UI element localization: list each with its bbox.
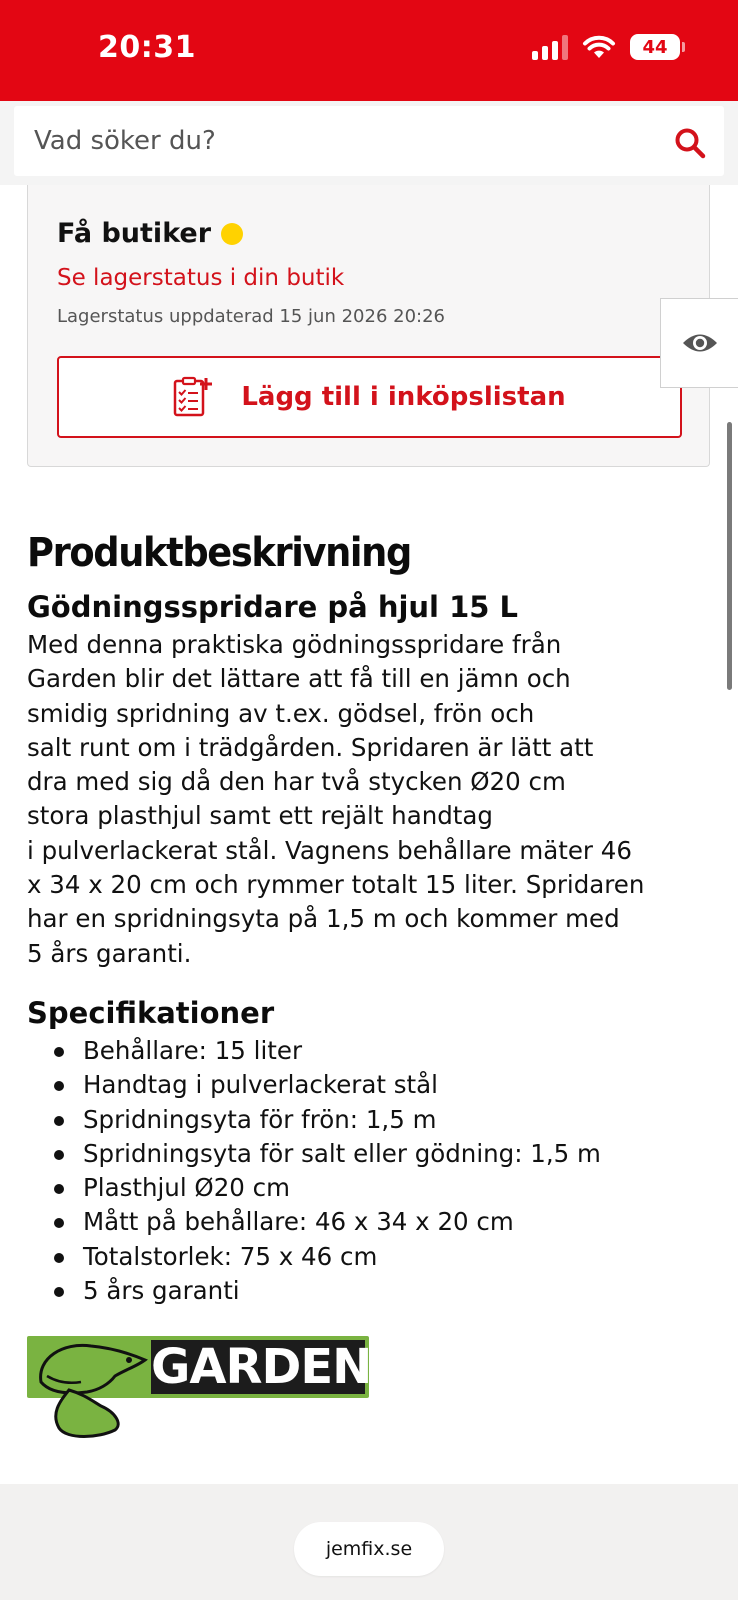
- description-line: Med denna praktiska gödningsspridare från: [27, 630, 562, 659]
- view-toggle-tab[interactable]: [660, 298, 738, 388]
- status-time: 20:31: [98, 30, 196, 65]
- add-to-shopping-list-button[interactable]: [57, 356, 682, 438]
- garden-brand-logo: [27, 1336, 372, 1440]
- wifi-icon: [582, 34, 616, 60]
- description-line: salt runt om i trädgården. Spridaren är lätt att: [27, 732, 594, 762]
- search-bar: [0, 101, 738, 185]
- battery-icon: 44: [630, 34, 680, 60]
- stock-updated-text: Lagerstatus uppdaterad 15 jun 2026 20:26: [57, 306, 445, 327]
- description-line: x 34 x 20 cm och rymmer totalt 15 liter. Spridaren: [27, 870, 645, 900]
- stock-indicator-dot: [221, 223, 243, 245]
- description-line: stora plasthjul samt ett rejält handtag: [27, 801, 493, 831]
- add-to-shopping-list-label: Lägg till i inköpslistan: [241, 382, 566, 412]
- spec-item: Behållare: 15 liter: [27, 1034, 601, 1068]
- product-subtitle: Gödningsspridare på hjul 15 L: [27, 590, 519, 624]
- store-stock-link[interactable]: Se lagerstatus i din butik: [57, 265, 345, 291]
- shopping-list-add-icon: [173, 376, 213, 418]
- product-description: [27, 628, 727, 971]
- spec-item: Mått på behållare: 46 x 34 x 20 cm: [27, 1205, 601, 1239]
- url-bar[interactable]: jemfix.se: [294, 1522, 444, 1576]
- spec-item: Totalstorlek: 75 x 46 cm: [27, 1240, 601, 1274]
- spec-item: Spridningsyta för salt eller gödning: 1,5 m: [27, 1137, 601, 1171]
- specifications-heading: Specifikationer: [27, 996, 275, 1030]
- description-line: i pulverlackerat stål. Vagnens behållare mäter 46: [27, 835, 632, 865]
- status-icons: [532, 34, 680, 60]
- beaver-logo-icon: [29, 1336, 153, 1440]
- product-description-heading: Produktbeskrivning: [27, 530, 411, 576]
- brand-name: GARDEN: [151, 1339, 372, 1395]
- description-line: dra med sig då den har två stycken Ø20 cm: [27, 767, 566, 797]
- spec-item: Handtag i pulverlackerat stål: [27, 1068, 601, 1102]
- description-line: har en spridningsyta på 1,5 m och kommer med: [27, 904, 620, 934]
- search-input[interactable]: [34, 106, 634, 176]
- specifications-list: [27, 1034, 601, 1308]
- stock-title-text: Få butiker: [57, 218, 212, 249]
- spec-item: Plasthjul Ø20 cm: [27, 1171, 601, 1205]
- stock-status-card: [27, 185, 710, 467]
- description-line: 5 års garanti.: [27, 938, 192, 968]
- description-line: smidig spridning av t.ex. gödsel, frön och: [27, 698, 535, 728]
- spec-item: Spridningsyta för frön: 1,5 m: [27, 1103, 601, 1137]
- search-icon[interactable]: [674, 127, 706, 159]
- status-bar: [0, 0, 738, 101]
- scrollbar[interactable]: [727, 422, 732, 690]
- search-box[interactable]: [14, 106, 724, 176]
- spec-item: 5 års garanti: [27, 1274, 601, 1308]
- description-line: Garden blir det lättare att få till en jämn och: [27, 664, 571, 694]
- eye-icon: [681, 330, 719, 356]
- stock-title: [57, 218, 243, 249]
- browser-bottom-bar: [0, 1484, 738, 1600]
- signal-icon: [532, 34, 568, 60]
